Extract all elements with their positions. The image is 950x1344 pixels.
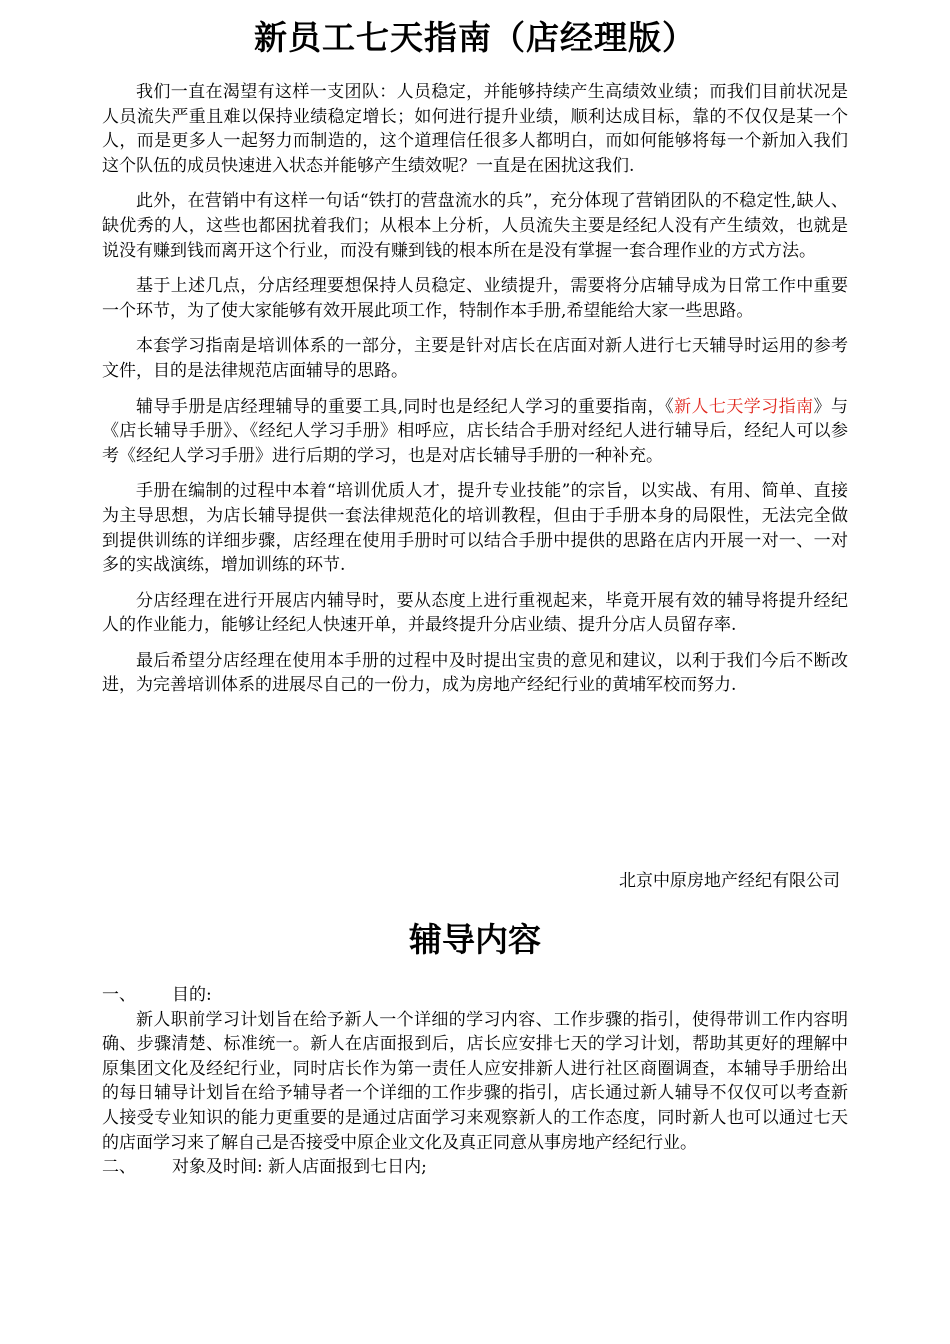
preface-body [102,80,848,709]
section-label: 目的: [172,985,212,1005]
paragraph: 本套学习指南是培训体系的一部分，主要是针对店长在店面对新人进行七天辅导时运用的参考文件，目的是法律规范店面辅导的思路。 [102,336,848,381]
highlighted-title: 新人七天学习指南 [674,396,814,417]
paragraph: 分店经理在进行开展店内辅导时，要从态度上进行重视起来，毕竟开展有效的辅导将提升经纪人的作业能力，能够让经纪人快速开单，并最终提升分店业绩、提升分店人员留存率. [102,590,848,636]
paragraph: 手册在编制的过程中本着“培训优质人才，提升专业技能”的宗旨，以实战、有用、简单、直接为主导思想，为店长辅导提供一套法律规范化的培训教程，但由于手册本身的局限性，无法完全做到提供训练的详细步骤，店经理在使用手册时可以结合手册中提供的思路在店内开展一对一、一对多的实战演练，增加训练的环节. [102,481,848,576]
paragraph: 此外，在营销中有这样一句话“铁打的营盘流水的兵”，充分体现了营销团队的不稳定性,缺人、缺优秀的人，这些也都困扰着我们；从根本上分析，人员流失主要是经纪人没有产生绩效，也就是说没有赚到钱而离开这个行业，而没有赚到钱的根本所在是没有掌握一套合理作业的方式方法。 [102,191,848,261]
section-label: 对象及时间: 新人店面报到七日内; [172,1157,427,1178]
section-2-heading [102,1155,848,1180]
paragraph-text: 辅导手册是店经理辅导的重要工具,同时也是经纪人学习的重要指南，《 [136,396,675,417]
section-1-text: 新人职前学习计划旨在给予新人一个详细的学习内容、工作步骤的指引，使得带训工作内容明确、步骤清楚、标准统一。新人在店面报到后，店长应安排七天的学习计划，帮助其更好的理解中原集团文化及经纪行业，同时店长作为第一责任人应安排新人进行社区商圈调查，本辅导手册给出的每日辅导计划旨在给予辅导者一个详细的工作步骤的指引，店长通过新人辅导不仅仅可以考查新人接受专业知识的能力更重要的是通过店面学习来观察新人的工作态度，同时新人也可以通过七天的店面学习来了解自己是否接受中原企业文化及真正同意从事房地产经纪行业。 [102,1009,848,1153]
paragraph: 最后希望分店经理在使用本手册的过程中及时提出宝贵的意见和建议，以利于我们今后不断改进，为完善培训体系的进展尽自己的一份力，成为房地产经纪行业的黄埔军校而努力. [102,650,848,696]
section-heading: 辅导内容 [409,920,541,959]
guidance-section [102,983,848,1180]
section-number: 一、 [102,985,136,1005]
section-1-heading [102,983,848,1008]
paragraph-text: 》与《店长辅导手册》、《经纪人学习手册》相呼应，店长结合手册对经纪人进行辅导后，经纪人可以参考《经纪人学习手册》进行后期的学习，也是对店长辅导手册的一种补充。 [102,396,849,466]
paragraph: 我们一直在渴望有这样一支团队：人员稳定，并能够持续产生高绩效业绩；而我们目前状况是人员流失严重且难以保持业绩稳定增长；如何进行提升业绩，顺利达成目标，靠的不仅仅是某一个人，而是更多人一起努力而制造的，这个道理信任很多人都明白，而如何能够将每一个新加入我们这个队伍的成员快速进入状态并能够产生绩效呢？一直是在困扰这我们. [102,82,848,176]
section-number: 二、 [102,1157,136,1178]
document-title: 新员工七天指南（店经理版） [254,18,696,57]
paragraph: 基于上述几点，分店经理要想保持人员稳定、业绩提升，需要将分店辅导成为日常工作中重要一个环节，为了使大家能够有效开展此项工作，特制作本手册,希望能给大家一些思路。 [102,276,848,321]
company-signature: 北京中原房地产经纪有限公司 [619,871,840,891]
paragraph [102,395,848,469]
